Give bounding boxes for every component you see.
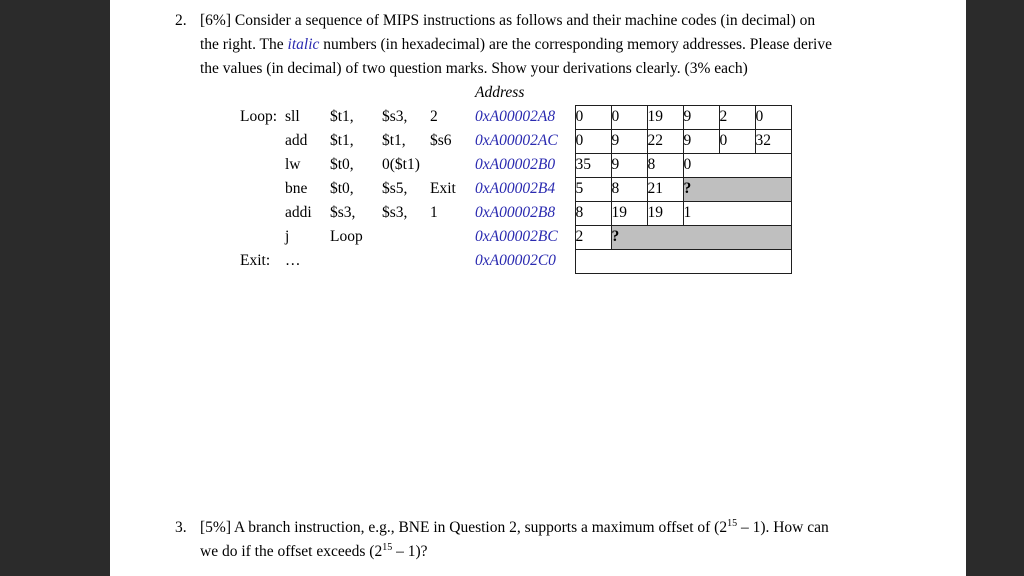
question-2 [175,9,941,81]
question-2-line-2-pre: the right. The [200,36,288,53]
machine-code-cell: 8 [647,153,683,177]
machine-code-cell: 22 [647,129,683,153]
listing-row [240,225,791,249]
machine-code-cell: 1 [683,201,791,225]
header-spacer [575,81,791,105]
machine-code-cell: 9 [683,129,719,153]
instruction-label [240,201,285,225]
machine-code-cell: 8 [611,177,647,201]
instruction-operand: 0($t1) [382,156,420,173]
question-2-line-3 [200,57,941,81]
instruction-operand: $t1, [330,108,354,125]
instruction-operand: $t1, [382,132,406,149]
machine-code-unknown-cell: ? [611,225,791,249]
listing-row [240,249,791,273]
machine-code-cell: 0 [575,129,611,153]
question-3-line-2-post: – 1)? [392,543,428,560]
instruction-label: Exit: [240,252,271,269]
exponent: 15 [382,541,393,553]
machine-code-unknown-cell: ? [683,177,791,201]
instruction-label [240,129,285,153]
machine-code-cell: 21 [647,177,683,201]
instruction-address: 0xA00002C0 [475,252,556,269]
question-2-line-1-text: [6%] Consider a sequence of MIPS instructions as follows and their machine codes (in decimal) on [200,12,816,29]
instruction-operand: 2 [430,108,438,125]
instruction-operand: $s3, [382,204,408,221]
machine-code-cell: 2 [719,105,755,129]
machine-code-cell: 9 [683,105,719,129]
header-spacer [430,81,475,105]
question-3-line-1-pre: [5%] A branch instruction, e.g., BNE in Question 2, supports a maximum offset of (2 [200,519,728,536]
question-2-line-1 [200,9,941,33]
machine-code-cell: 9 [611,129,647,153]
question-2-line-3-text: the values (in decimal) of two question marks. Show your derivations clearly. (3% each) [200,60,748,77]
question-3 [175,516,941,564]
instruction-mnemonic: … [285,252,301,269]
instruction-operand [330,249,382,273]
instruction-operand [430,249,475,273]
instruction-operand: $s3, [330,204,356,221]
instruction-address: 0xA00002B4 [475,180,556,197]
mips-listing-table [240,81,792,274]
listing-row [240,177,791,201]
machine-code-cell: 0 [755,105,791,129]
instruction-operand [430,153,475,177]
question-2-text [200,9,941,81]
instruction-address: 0xA00002AC [475,132,558,149]
machine-code-cell: 32 [755,129,791,153]
question-3-line-1-post: – 1). How can [737,519,829,536]
question-3-number: 3. [175,519,187,536]
instruction-operand [382,225,430,249]
listing-row [240,105,791,129]
instruction-address: 0xA00002BC [475,228,558,245]
instruction-operand: Loop [330,228,363,245]
header-spacer [382,81,430,105]
machine-code-cell: 0 [719,129,755,153]
question-2-number: 2. [175,12,187,29]
machine-code-cell: 2 [575,225,611,249]
question-2-italic-word: italic [287,36,320,53]
machine-code-cell [575,249,791,273]
header-spacer [330,81,382,105]
header-spacer [240,81,285,105]
instruction-operand: $s6 [430,132,452,149]
instruction-mnemonic: lw [285,156,301,173]
document-page [110,0,966,576]
machine-code-cell: 0 [575,105,611,129]
instruction-operand: Exit [430,180,456,197]
machine-code-cell: 35 [575,153,611,177]
listing-table-body [240,105,791,273]
question-3-line-1 [200,516,941,540]
machine-code-cell: 0 [611,105,647,129]
instruction-operand: $s5, [382,180,408,197]
instruction-operand: $s3, [382,108,408,125]
instruction-mnemonic: addi [285,204,312,221]
exponent: 15 [727,517,738,529]
instruction-mnemonic: add [285,132,308,149]
instruction-mnemonic: bne [285,180,308,197]
listing-header-row [240,81,791,105]
question-3-line-2 [200,540,941,564]
machine-code-cell: 19 [611,201,647,225]
header-spacer [285,81,330,105]
instruction-mnemonic: j [285,228,290,245]
instruction-operand [382,249,430,273]
instruction-operand: $t1, [330,132,354,149]
instruction-address: 0xA00002A8 [475,108,556,125]
machine-code-cell: 9 [611,153,647,177]
instruction-operand: 1 [430,204,438,221]
instruction-mnemonic: sll [285,108,300,125]
machine-code-cell: 5 [575,177,611,201]
listing-row [240,201,791,225]
instruction-operand [430,225,475,249]
machine-code-cell: 0 [683,153,791,177]
machine-code-cell: 8 [575,201,611,225]
listing-row [240,153,791,177]
listing-row [240,129,791,153]
instruction-label [240,153,285,177]
instruction-operand: $t0, [330,180,354,197]
instruction-label [240,177,285,201]
machine-code-cell: 19 [647,201,683,225]
address-column-header: Address [475,84,525,101]
machine-code-cell: 19 [647,105,683,129]
instruction-address: 0xA00002B8 [475,204,556,221]
instruction-address: 0xA00002B0 [475,156,556,173]
question-3-line-2-pre: we do if the offset exceeds (2 [200,543,383,560]
question-2-line-2 [200,33,941,57]
instruction-label: Loop: [240,108,278,125]
instruction-operand: $t0, [330,156,354,173]
question-3-text [200,516,941,564]
instruction-label [240,225,285,249]
question-2-line-2-post: numbers (in hexadecimal) are the corresponding memory addresses. Please derive [319,36,832,53]
